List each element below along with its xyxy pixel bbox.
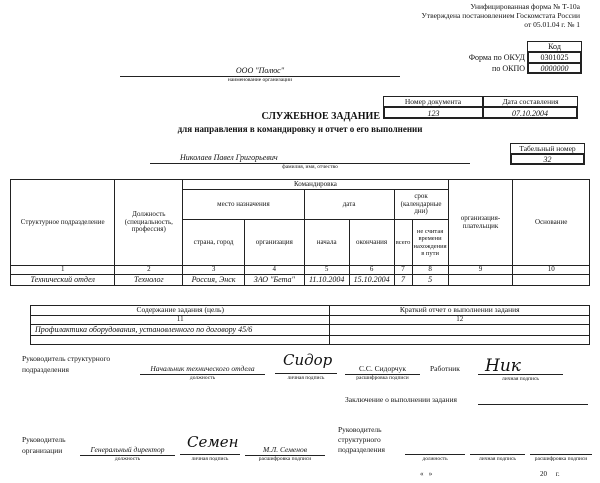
task-empty-right: [330, 336, 590, 345]
head-org-name: М.Л. Семенов: [245, 445, 325, 456]
doc-number-value: 123: [383, 107, 483, 119]
th-payer: организация-плательщик: [448, 180, 513, 266]
doc-date-value: 07.10.2004: [483, 107, 578, 119]
th-term: срок (календарные дни): [394, 190, 448, 220]
worker-signature: Ник: [485, 356, 521, 376]
th-struct: Структурное подразделение: [11, 180, 115, 266]
task-report: [330, 325, 590, 336]
caption-signature: личная подпись: [502, 376, 539, 382]
tab-number-label: Табельный номер: [510, 143, 585, 154]
employee-name: Николаев Павел Григорьевич: [150, 153, 470, 164]
doc-title: СЛУЖЕБНОЕ ЗАДАНИЕ: [261, 111, 380, 122]
cell-notravel: 5: [412, 275, 448, 286]
okud-value: 0301025: [527, 52, 582, 63]
caption-position: должность: [189, 375, 216, 381]
doc-subtitle: для направления в командировку и отчет о его выполнении: [177, 124, 423, 134]
col-num: 4: [244, 266, 304, 275]
head-dept-signature: Сидор: [283, 351, 333, 369]
tab-number-value: 32: [510, 154, 585, 165]
th-total: всего: [394, 220, 412, 266]
col-num: 9: [448, 266, 513, 275]
year-suffix: г.: [555, 470, 560, 478]
cell-end: 15.10.2004: [349, 275, 394, 286]
form-header-line1: Унифицированная форма № Т-10а: [470, 2, 580, 11]
head-dept-position: Начальник технического отдела: [140, 364, 265, 375]
col-num: 5: [304, 266, 349, 275]
head-org-label: Руководитель организации: [22, 435, 66, 455]
form-header: [330, 2, 580, 29]
cell-position: Технолог: [115, 275, 183, 286]
head-dept2-label: Руководитель структурного подразделения: [338, 425, 385, 454]
table-row: [11, 275, 590, 286]
th-end: окончания: [349, 220, 394, 266]
conclusion-label: Заключение о выполнении задания: [345, 395, 457, 404]
caption-position: должность: [114, 456, 141, 462]
caption-position: должность: [422, 456, 448, 462]
th-notravel: не считая времени нахождения в пути: [412, 220, 448, 266]
year-prefix: 20: [540, 470, 547, 478]
th-basis: Основание: [513, 180, 590, 266]
head-dept-label: Руководитель структурного подразделения: [22, 354, 111, 374]
cell-basis: [513, 275, 590, 286]
cell-struct: Технический отдел: [11, 275, 115, 286]
conclusion-line: [478, 404, 588, 405]
head-dept2-decoding-line: [530, 454, 592, 455]
th-start: начала: [304, 220, 349, 266]
th-trip: Командировка: [183, 180, 448, 190]
col-num: 6: [349, 266, 394, 275]
col-num: 8: [412, 266, 448, 275]
form-header-line3: от 05.01.04 г. № 1: [524, 20, 580, 29]
okpo-label: по ОКПО: [492, 64, 525, 73]
task-content: Профилактика оборудования, установленного по договору 45/6: [31, 325, 330, 336]
organization-caption: наименование организации: [227, 77, 293, 83]
task-num-12: 12: [330, 316, 590, 325]
cell-payer: [448, 275, 513, 286]
caption-decoding: расшифровка подписи: [258, 456, 312, 462]
task-num-11: 11: [31, 316, 330, 325]
col-num: 7: [394, 266, 412, 275]
cell-org: ЗАО "Бета": [244, 275, 304, 286]
cell-total: 7: [394, 275, 412, 286]
caption-decoding: расшифровка подписи: [534, 456, 588, 462]
date-year: [540, 470, 560, 478]
caption-signature: личная подпись: [191, 456, 229, 462]
cell-start: 11.10.2004: [304, 275, 349, 286]
head-org-position: Генеральный директор: [80, 445, 175, 456]
col-num: 1: [11, 266, 115, 275]
worker-label: Работник: [430, 364, 460, 373]
th-city: страна, город: [183, 220, 245, 266]
task-empty-left: [31, 336, 330, 345]
codes-title: Код: [527, 41, 582, 52]
cell-city: Россия, Энск: [183, 275, 245, 286]
col-num: 2: [115, 266, 183, 275]
organization-name: ООО "Полюс": [120, 66, 400, 77]
okud-label: Форма по ОКУД: [468, 53, 525, 62]
th-date: дата: [304, 190, 394, 220]
okpo-value: 0000000: [527, 63, 582, 74]
th-org: организация: [244, 220, 304, 266]
th-place: место назначения: [183, 190, 304, 220]
task-content-label: Содержание задания (цель): [31, 306, 330, 316]
caption-signature: личная подпись: [479, 456, 516, 462]
caption-signature: личная подпись: [287, 375, 325, 381]
trip-table: [10, 179, 590, 286]
head-dept-name: С.С. Сидорчук: [345, 364, 420, 375]
head-dept2-position-line: [405, 454, 465, 455]
th-position: Должность (специальность, профессия): [115, 180, 183, 266]
form-header-line2: Утверждена постановлением Госкомстата России: [421, 11, 580, 20]
doc-number-label: Номер документа: [383, 96, 483, 107]
employee-caption: фамилия, имя, отчество: [282, 164, 338, 170]
head-dept2-signature-line: [470, 454, 525, 455]
date-quote-open: « »: [420, 470, 433, 478]
col-num: 10: [513, 266, 590, 275]
caption-decoding: расшифровка подписи: [356, 375, 409, 381]
task-table: [30, 305, 590, 345]
head-org-signature: Семен: [187, 433, 239, 451]
task-report-label: Краткий отчет о выполнении задания: [330, 306, 590, 316]
doc-date-label: Дата составления: [483, 96, 578, 107]
col-num: 3: [183, 266, 245, 275]
